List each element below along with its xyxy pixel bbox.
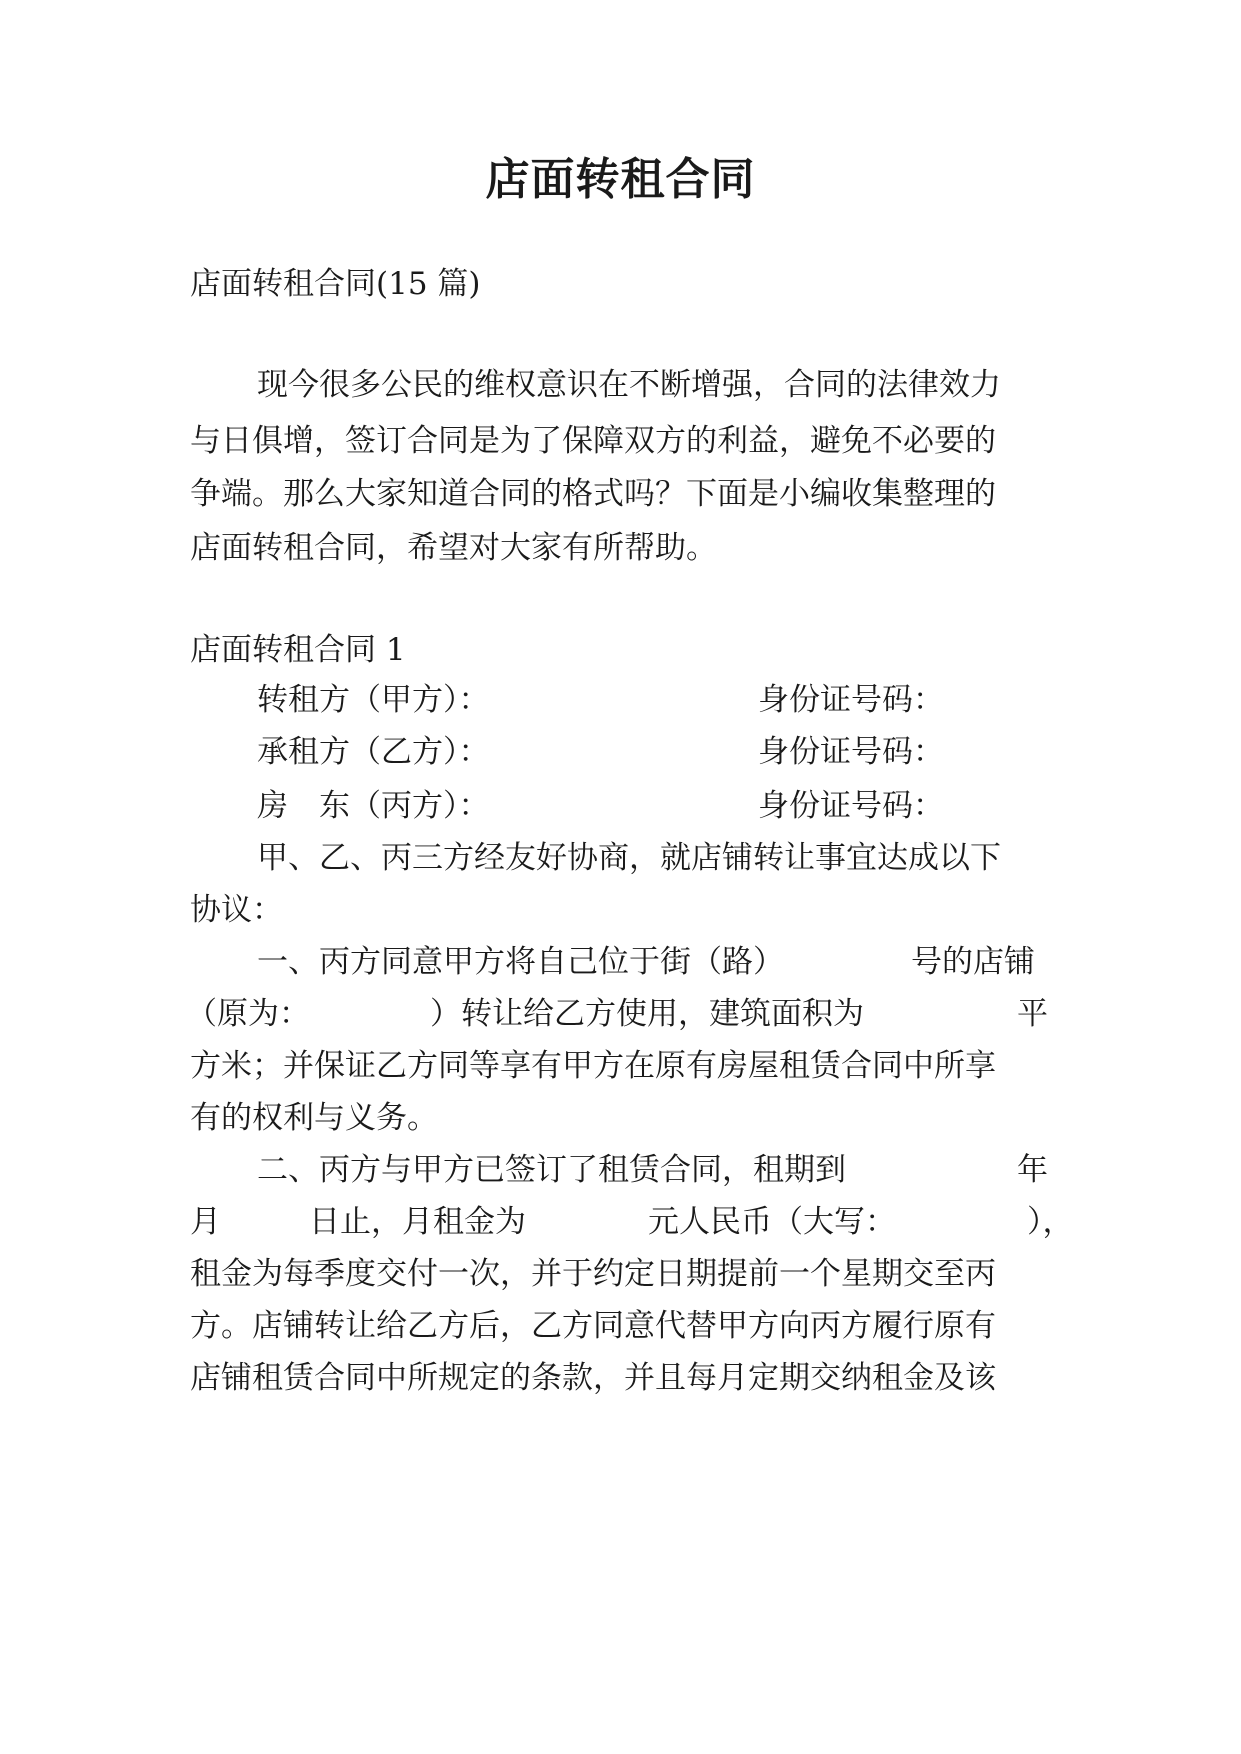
clause2-line-1a: 二、丙方与甲方已签订了租赁合同，租期到 — [257, 1152, 846, 1188]
clause2-line-2a: 月 — [190, 1204, 221, 1240]
party-id-label-c: 身份证号码： — [758, 788, 944, 824]
party-id-label-b: 身份证号码： — [758, 734, 944, 770]
clause1-line-4: 有的权利与义务。 — [190, 1100, 438, 1136]
intro-line-4: 店面转租合同，希望对大家有所帮助。 — [190, 530, 717, 566]
clause2-line-2c: 元人民币（大写： — [648, 1204, 896, 1240]
party-label-a: 转租方（甲方）： — [257, 682, 490, 718]
party-id-label-a: 身份证号码： — [758, 682, 944, 718]
document-subtitle: 店面转租合同(15 篇) — [190, 266, 481, 302]
clause1-line-3: 方米；并保证乙方同等享有甲方在原有房屋租赁合同中所享 — [190, 1048, 996, 1084]
document-title: 店面转租合同 — [485, 154, 756, 205]
clause2-line-2d: ）， — [1027, 1204, 1074, 1240]
clause1-line-1b: 号的店铺 — [911, 944, 1035, 980]
contract-heading: 店面转租合同 1 — [190, 632, 406, 668]
intro-line-2: 与日俱增，签订合同是为了保障双方的利益，避免不必要的 — [190, 423, 996, 459]
clause1-line-1a: 一、丙方同意甲方将自己位于街（路） — [257, 944, 784, 980]
party-label-c: 房 东（丙方）： — [257, 788, 490, 824]
clause2-line-4: 方。店铺转让给乙方后，乙方同意代替甲方向丙方履行原有 — [190, 1308, 996, 1344]
party-label-b: 承租方（乙方）： — [257, 734, 490, 770]
clause1-line-2a: （原为： — [186, 996, 310, 1032]
clause1-line-2c: 平 — [1017, 996, 1048, 1032]
clause1-line-2b: ）转让给乙方使用，建筑面积为 — [430, 996, 864, 1032]
intro-line-3: 争端。那么大家知道合同的格式吗？下面是小编收集整理的 — [190, 476, 996, 512]
clause2-line-5: 店铺租赁合同中所规定的条款，并且每月定期交纳租金及该 — [190, 1360, 996, 1396]
clause2-line-2b: 日止，月租金为 — [309, 1204, 526, 1240]
clause2-line-3: 租金为每季度交付一次，并于约定日期提前一个星期交至丙 — [190, 1256, 996, 1292]
clause2-line-1b: 年 — [1017, 1152, 1048, 1188]
intro-line-1: 现今很多公民的维权意识在不断增强，合同的法律效力 — [257, 367, 1001, 403]
agreement-line-1: 甲、乙、丙三方经友好协商，就店铺转让事宜达成以下 — [257, 840, 1001, 876]
agreement-line-2: 协议： — [190, 892, 283, 928]
